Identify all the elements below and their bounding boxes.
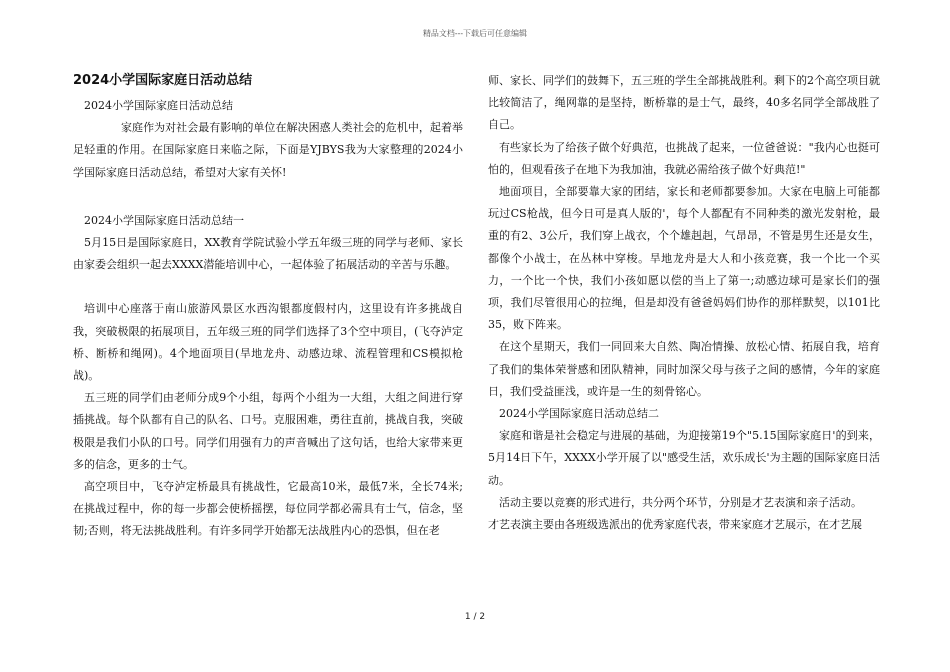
paragraph-10: 活动主要以竞赛的形式进行，共分两个环节，分别是才艺表演和亲子活动。 <box>499 495 862 509</box>
header-note: 精品文档---下载后可任意编辑 <box>422 29 528 38</box>
page-number: 1 / 2 <box>464 612 486 622</box>
left-column <box>73 70 463 543</box>
paragraph-3: 五三班的同学们由老师分成9个小组，每两个小组为一大组，大组之间进行穿插挑战。每个队都有自己的队名、口号。克服困难，勇往直前，挑战自我，突破极限是我们小队的口号。同学们用强有力的声音喊出了这句话，也给大家带来更多的信念，更多的士气。 <box>73 391 463 471</box>
spacer <box>73 184 463 206</box>
paragraph-5: 师、家长、同学们的鼓舞下，五三班的学生全部挑战胜利。剩下的2个高空项目就比较简洁了，绳网靠的是坚持，断桥靠的是士气，最终，40多名同学全部战胜了自己。 <box>488 74 880 132</box>
intro-paragraph: 家庭作为对社会最有影响的单位在解决困惑人类社会的危机中，起着举足轻重的作用。在国际家庭日来临之际，下面是YJBYS我为大家整理的2024小学国际家庭日活动总结，希望对大家有关怀! <box>73 121 463 179</box>
document-title: 2024小学国际家庭日活动总结 <box>73 73 253 88</box>
section1-heading: 2024小学国际家庭日活动总结一 <box>84 213 244 227</box>
paragraph-8: 在这个星期天，我们一同回来大自然、陶冶情操、放松心情、拓展自我，培育了我们的集体荣誉感和团队精神，同时加深父母与孩子之间的感情，今年的家庭日，我们受益匪浅，或许是一生的刻骨铭心。 <box>488 340 880 398</box>
paragraph-7: 地面项目，全部要靠大家的团结，家长和老师都要参加。大家在电脑上可能都玩过CS枪战，但今日可是真人版的'，每个人都配有不同种类的激光发射枪，最重的有2、3公斤，我们穿上战衣，个个雄赳赳，气昂昂，不管是男生还是女生，都像个小战士，在丛林中穿梭。旱地龙舟是大人和小孩竞赛，我一个比一个买力，一个比一个快，我们小孩如愿以偿的当上了第一;动感边球可是家长们的强项，我们尽管很用心的拉绳，但是却没有爸爸妈妈们协作的那样默契，以101比35，败下阵来。 <box>488 185 880 332</box>
right-column <box>488 70 880 536</box>
paragraph-9: 家庭和谐是社会稳定与进展的基础，为迎接第19个"5.15国际家庭日'的到来，5月14日下午，XXXX小学开展了以"感受生活，欢乐成长'为主题的国际家庭日活动。 <box>488 429 880 487</box>
spacer <box>73 276 463 298</box>
document-subtitle: 2024小学国际家庭日活动总结 <box>84 99 233 112</box>
paragraph-11: 才艺表演主要由各班级选派出的优秀家庭代表，带来家庭才艺展示，在才艺展 <box>488 518 862 532</box>
section2-heading: 2024小学国际家庭日活动总结二 <box>499 407 659 421</box>
paragraph-4: 高空项目中，飞夺泸定桥最具有挑战性，它最高10米，最低7米，全长74米;在挑战过程中，你的每一步都会使桥摇摆，每位同学都必需具有士气，信念，坚韧;否则，将无法挑战胜利。有许多同学开始都无法战胜内心的恐惧，但在老 <box>73 480 463 538</box>
paragraph-2: 培训中心座落于南山旅游风景区水西沟银都度假村内，这里设有许多挑战自我，突破极限的拓展项目，五年级三班的同学们选择了3个空中项目，(飞夺泸定桥、断桥和绳网)。4个地面项目(旱地龙舟、动感边球、流程管理和CS模拟枪战)。 <box>73 302 463 383</box>
paragraph-6: 有些家长为了给孩子做个好典范，也挑战了起来，一位爸爸说："我内心也挺可怕的，但观看孩子在地下为我加油，我就必需给孩子做个好典范!" <box>488 140 880 176</box>
paragraph-1: 5月15日是国际家庭日，XX教育学院试验小学五年级三班的同学与老师、家长由家委会组织一起去XXXX潜能培训中心，一起体验了拓展活动的辛苦与乐趣。 <box>73 236 463 272</box>
